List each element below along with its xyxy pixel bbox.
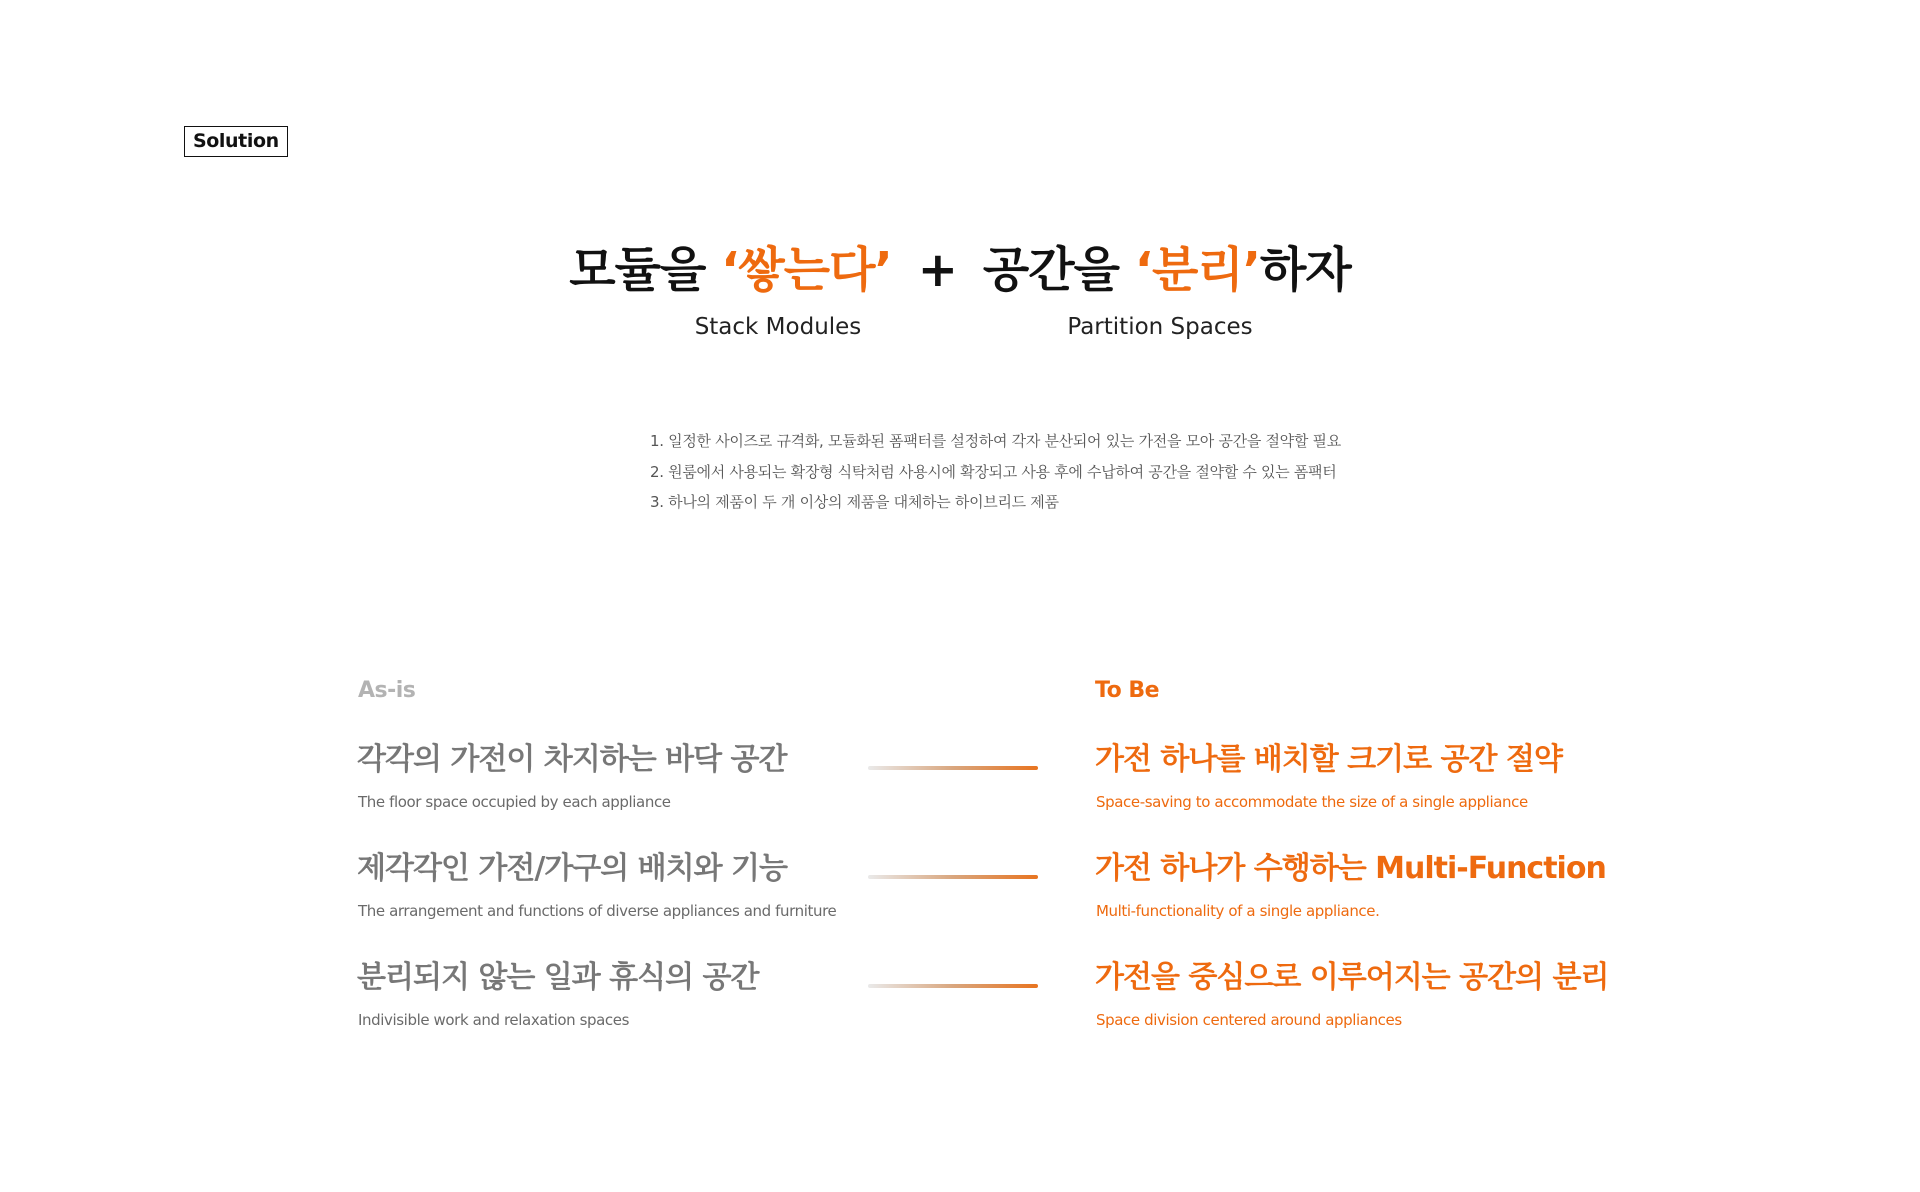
tobe-row-title: 가전 하나를 배치할 크기로 공간 절약 (1095, 742, 1562, 777)
asis-row-title: 분리되지 않는 일과 휴식의 공간 (357, 960, 759, 995)
asis-row-title: 제각각인 가전/가구의 배치와 기능 (357, 851, 788, 886)
subtitle-partition-spaces: Partition Spaces (1067, 314, 1253, 340)
headline-accent-stack: ‘쌓는다’ (721, 242, 892, 298)
solution-point: 1. 일정한 사이즈로 규격화, 모듈화된 폼팩터를 설정하여 각자 분산되어 있는 가전을 모아 공간을 절약할 필요 (650, 432, 1341, 450)
asis-row-subtitle: Indivisible work and relaxation spaces (358, 1011, 630, 1029)
headline (0, 240, 1920, 300)
solution-point: 3. 하나의 제품이 두 개 이상의 제품을 대체하는 하이브리드 제품 (650, 493, 1059, 511)
row-connector-line (868, 984, 1038, 988)
tobe-row-subtitle: Space-saving to accommodate the size of a single appliance (1096, 793, 1528, 811)
tobe-row-title: 가전 하나가 수행하는 Multi-Function (1095, 851, 1606, 886)
tobe-heading: To Be (1095, 678, 1160, 703)
tobe-row-subtitle: Space division centered around appliances (1096, 1011, 1402, 1029)
headline-part1: 모듈을 (569, 242, 722, 298)
headline-part3: 하자 (1259, 242, 1351, 298)
asis-row-subtitle: The floor space occupied by each appliance (358, 793, 671, 811)
plus-sign: + (917, 242, 957, 298)
asis-row-title: 각각의 가전이 차지하는 바닥 공간 (357, 742, 787, 777)
headline-part2: 공간을 (982, 242, 1135, 298)
headline-accent-partition: ‘분리’ (1134, 242, 1260, 298)
tobe-row-title: 가전을 중심으로 이루어지는 공간의 분리 (1095, 960, 1609, 995)
solution-point: 2. 원룸에서 사용되는 확장형 식탁처럼 사용시에 확장되고 사용 후에 수납하여 공간을 절약할 수 있는 폼팩터 (650, 462, 1337, 481)
solution-points (650, 430, 1341, 522)
row-connector-line (868, 875, 1038, 879)
row-connector-line (868, 766, 1038, 770)
tobe-row-subtitle: Multi-functionality of a single appliance. (1096, 902, 1380, 920)
asis-heading: As-is (358, 678, 416, 703)
section-tag: Solution (184, 126, 288, 157)
asis-row-subtitle: The arrangement and functions of diverse appliances and furniture (358, 902, 837, 920)
subtitle-stack-modules: Stack Modules (694, 314, 862, 340)
